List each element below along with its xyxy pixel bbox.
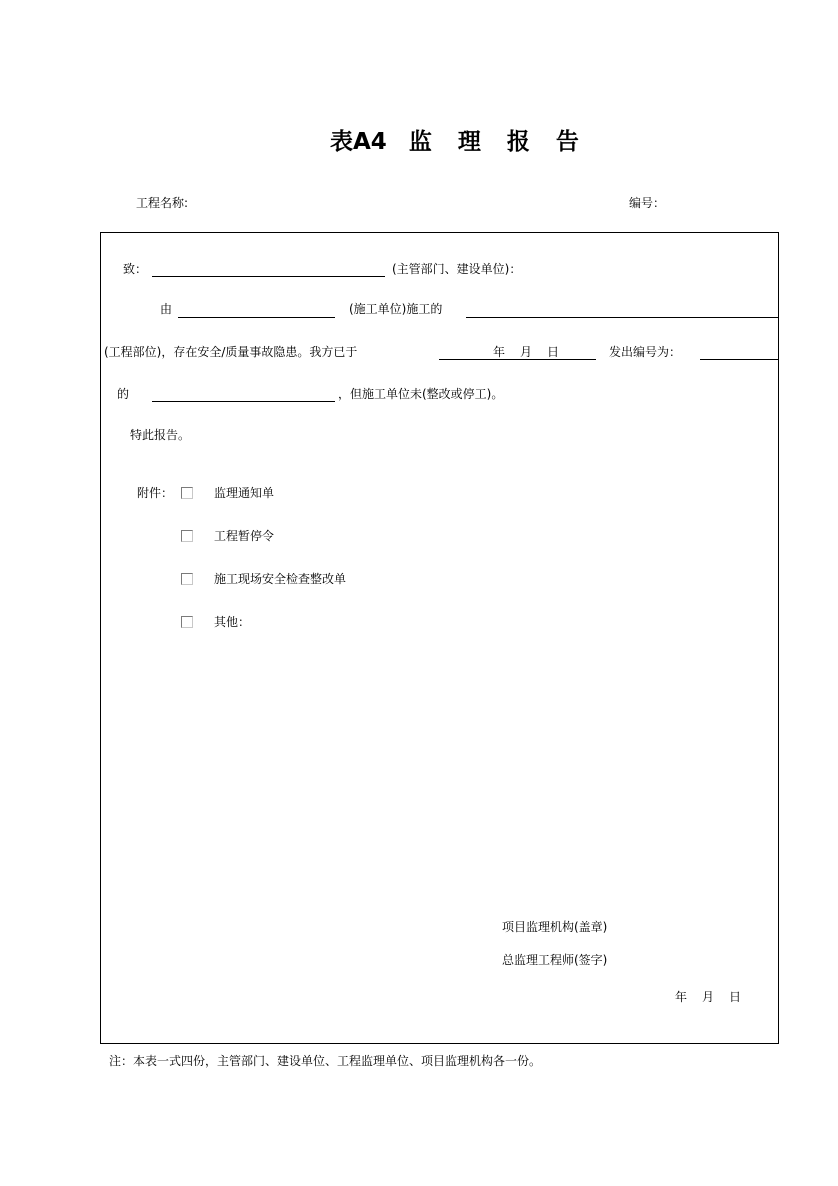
issue-date-field[interactable]: [439, 359, 596, 360]
by-label: 由: [160, 302, 173, 316]
signature-org: 项目监理机构(盖章): [502, 920, 608, 934]
page-title: [330, 131, 588, 154]
not-rectified-text: ，但施工单位未(整改或停工)。: [338, 387, 504, 401]
recipient-field[interactable]: [152, 276, 385, 277]
attachment-checkbox-safety-inspection[interactable]: [181, 573, 193, 585]
attachment-label-notice: 监理通知单: [214, 486, 275, 500]
title-main: 监 理 报 告: [408, 129, 588, 155]
signature-month: 月: [702, 990, 715, 1004]
attachment-label-suspension: 工程暂停令: [214, 529, 275, 543]
attachment-label-other: 其他：: [214, 615, 251, 629]
contractor-suffix: (施工单位)施工的: [349, 302, 443, 316]
report-statement: 特此报告。: [130, 428, 191, 442]
notice-field[interactable]: [152, 401, 335, 402]
date-year: 年: [493, 345, 506, 359]
signature-engineer: 总监理工程师(签字): [502, 953, 608, 967]
issued-number-field[interactable]: [700, 359, 779, 360]
attachment-checkbox-other[interactable]: [181, 616, 193, 628]
project-part-field[interactable]: [466, 317, 779, 318]
hazard-text: (工程部位)，存在安全/质量事故隐患。我方已于: [104, 345, 358, 359]
attachment-checkbox-suspension[interactable]: [181, 530, 193, 542]
title-prefix: 表A4: [330, 129, 387, 155]
signature-day: 日: [729, 990, 742, 1004]
attachments-label: 附件：: [137, 486, 174, 500]
recipient-suffix: (主管部门、建设单位)：: [392, 262, 522, 276]
date-month: 月: [520, 345, 533, 359]
date-day: 日: [547, 345, 560, 359]
footer-note: 注：本表一式四份，主管部门、建设单位、工程监理单位、项目监理机构各一份。: [109, 1054, 542, 1068]
serial-number-label: 编号：: [629, 196, 666, 210]
issued-number-label: 发出编号为：: [609, 345, 682, 359]
to-label: 致：: [123, 262, 148, 276]
contractor-field[interactable]: [178, 317, 335, 318]
attachment-checkbox-notice[interactable]: [181, 487, 193, 499]
project-name-label: 工程名称:: [136, 196, 189, 210]
signature-year: 年: [675, 990, 688, 1004]
of-label: 的: [117, 387, 130, 401]
attachment-label-safety-inspection: 施工现场安全检查整改单: [214, 572, 347, 586]
